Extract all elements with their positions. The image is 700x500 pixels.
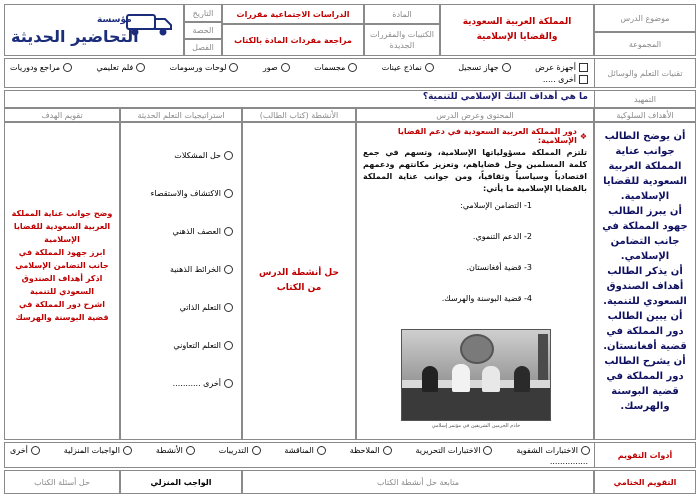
- photo-flag: [538, 334, 548, 380]
- strategy-label: العصف الذهني: [172, 227, 221, 236]
- radio-icon[interactable]: [229, 63, 238, 72]
- strategy-label: التعلم التعاوني: [173, 341, 221, 350]
- radio-icon[interactable]: [483, 446, 492, 455]
- radio-icon[interactable]: [317, 446, 326, 455]
- lesson-title-line1: المملكة العربية السعودية: [462, 17, 572, 27]
- photo-person: [514, 366, 530, 392]
- col-strategies: استراتيجيات التعلم الحديثة: [120, 108, 242, 122]
- evaluation-item: اذكر أهداف الصندوق السعودي للتنمية: [21, 274, 103, 296]
- radio-icon[interactable]: [136, 63, 145, 72]
- radio-icon[interactable]: [581, 446, 590, 455]
- tool-label: أجهزة عرض: [535, 62, 576, 72]
- assessment-option-label: أخرى: [10, 445, 28, 455]
- radio-icon[interactable]: [224, 151, 233, 160]
- tool-label: فلم تعليمي: [96, 62, 134, 72]
- group-label: المجموعة: [594, 32, 696, 56]
- radio-icon[interactable]: [252, 446, 261, 455]
- photo-person: [422, 366, 438, 392]
- tool-references[interactable]: [10, 61, 72, 73]
- content-heading: [363, 127, 587, 145]
- assessment-discussion[interactable]: [284, 444, 325, 456]
- period-label: الحصة: [184, 22, 222, 39]
- radio-icon[interactable]: [186, 446, 195, 455]
- strategy-label: حل المشكلات: [174, 151, 221, 160]
- radio-icon[interactable]: [31, 446, 40, 455]
- tool-boards[interactable]: [170, 61, 239, 73]
- radio-icon[interactable]: [224, 303, 233, 312]
- intro-label: التمهيد: [594, 90, 696, 108]
- date-label: التاريخ: [184, 4, 222, 22]
- review-text: مراجعة مفردات المادة بالكتاب: [222, 24, 364, 56]
- logo: [4, 4, 184, 56]
- objective-item: أن يشرح الطالب دور المملكة في قضية البوسنة والهرسك.: [604, 356, 686, 412]
- diamond-icon: ❖: [579, 131, 587, 141]
- tool-label: مجسمات: [314, 62, 346, 72]
- material-label: المادة: [364, 4, 440, 24]
- col-objectives: الأهداف السلوكية: [594, 108, 696, 122]
- photo-emblem: [460, 334, 494, 364]
- list-text: 2- الدعم التنموي.: [472, 232, 532, 241]
- assessment-written[interactable]: [415, 444, 492, 456]
- tools-label: تقنيات التعلم والوسائل: [594, 58, 696, 88]
- tool-samples[interactable]: [382, 61, 434, 73]
- col-content: المحتوى وعرض الدرس: [356, 108, 594, 122]
- radio-icon[interactable]: [425, 63, 434, 72]
- tool-pictures[interactable]: [263, 61, 290, 73]
- content-cell: [356, 122, 594, 440]
- assessment-option-label: الأنشطة: [155, 445, 183, 455]
- follow-text: متابعة حل أنشطة الكتاب: [242, 470, 594, 494]
- evaluation-item: وضح جوانب عناية المملكة العربية السعودية للقضايا الإسلامية: [11, 209, 113, 244]
- conference-photo: [401, 329, 551, 421]
- intro-question: ما هي أهداف البنك الإسلامي للتنمية؟: [422, 92, 588, 102]
- course-title: الدراسات الاجتماعية مقررات: [222, 4, 364, 24]
- radio-icon[interactable]: [281, 63, 290, 72]
- col-evaluation: تقويم الهدف: [4, 108, 120, 122]
- tool-recorder[interactable]: [458, 61, 510, 73]
- photo-person: [452, 364, 470, 392]
- list-text: 3- قضية أفغانستان.: [466, 263, 532, 272]
- radio-icon[interactable]: [502, 63, 511, 72]
- lesson-title: [440, 4, 594, 56]
- photo-table: [402, 388, 551, 421]
- assessment-exercises[interactable]: [219, 444, 261, 456]
- assessment-activities[interactable]: [156, 444, 195, 456]
- content-list-item: [363, 201, 532, 210]
- list-text: 1- التضامن الإسلامي:: [460, 201, 532, 210]
- assessment-observation[interactable]: [350, 444, 392, 456]
- assessment-options: [10, 444, 590, 456]
- tool-label: لوحات ورسومات: [169, 62, 227, 72]
- radio-icon[interactable]: [224, 341, 233, 350]
- evaluation-cell: [4, 122, 120, 440]
- strategy-item[interactable]: [129, 151, 233, 160]
- assessment-label: أدوات التقويم: [594, 442, 696, 468]
- col-activities: الأنشطة (كتاب الطالب): [242, 108, 356, 122]
- tool-label: نماذج عينات: [381, 62, 422, 72]
- class-label: الفصل: [184, 39, 222, 56]
- strategy-item[interactable]: [129, 379, 233, 388]
- evaluation-item: ابرز جهود المملكة في جانب التضامن الإسلامي: [15, 248, 109, 270]
- strategies-cell: [120, 122, 242, 440]
- assessment-oral[interactable]: [516, 444, 590, 456]
- radio-icon[interactable]: [123, 446, 132, 455]
- tool-label: صور: [262, 62, 278, 72]
- strategy-label: التعلم الذاتي: [179, 303, 221, 312]
- books-label: الكتيبات والمقررات الجديدة: [364, 24, 440, 56]
- assessment-dots: ...............: [549, 457, 588, 466]
- assessment-option-label: المناقشة: [284, 445, 314, 455]
- evaluation-item: اشرح دور المملكة في قضية البوسنة والهرسك: [15, 300, 109, 322]
- tool-models[interactable]: [314, 61, 357, 73]
- strategy-item[interactable]: [129, 265, 233, 274]
- radio-icon[interactable]: [63, 63, 72, 72]
- tools-options: [10, 61, 588, 73]
- tool-projector[interactable]: [535, 61, 588, 73]
- content-heading-text: دور المملكة العربية السعودية في دعم القضايا الإسلامية:: [397, 127, 577, 145]
- strategy-label: أخرى ...........: [172, 379, 221, 388]
- logo-line1: مؤسسة: [97, 15, 132, 25]
- final-label: التقويم الختامي: [594, 470, 696, 494]
- checkbox-icon[interactable]: [579, 63, 588, 72]
- tool-film[interactable]: [96, 61, 145, 73]
- content-list-item: [363, 232, 532, 241]
- tool-label: أخرى .....: [542, 75, 576, 84]
- photo-caption: خادم الحرمين الشريفين في مؤتمر إسلامي: [431, 423, 521, 429]
- assessment-option-label: الاختبارات التحريرية: [415, 445, 481, 455]
- assessment-homework[interactable]: [64, 444, 132, 456]
- radio-icon[interactable]: [383, 446, 392, 455]
- tool-other[interactable]: [543, 75, 588, 84]
- list-text: 4- قضية البوسنة والهرسك.: [441, 294, 532, 303]
- homework-text: حل أسئلة الكتاب: [4, 470, 120, 494]
- radio-icon[interactable]: [348, 63, 357, 72]
- assessment-option-label: الاختبارات الشفوية: [516, 445, 578, 455]
- strategy-item[interactable]: [129, 189, 233, 198]
- content-paragraph: تلتزم المملكة مسؤولياتها الإسلامية، وتسهم في جمع كلمة المسلمين وحل قضاياهم، وتعزيز مكانتهم ودعمهم اقتصادياً وسياسياً وثقافياً، ومن جوانب عناية المملكة بالقضايا الإسلامية ما يأتي:: [363, 148, 587, 193]
- objectives-text: [600, 129, 690, 414]
- assessment-option-label: التدريبات: [218, 445, 249, 455]
- activities-cell: [242, 122, 356, 440]
- strategy-label: الاكتشاف والاستقصاء: [150, 189, 221, 198]
- strategy-item[interactable]: [129, 227, 233, 236]
- tool-label: جهاز تسجيل: [458, 62, 499, 72]
- assessment-other[interactable]: [10, 444, 40, 456]
- strategy-label: الخرائط الذهنية: [169, 265, 221, 274]
- homework-label: الواجب المنزلي: [120, 470, 242, 494]
- objectives-cell: [594, 122, 696, 440]
- assessment-option-label: الواجبات المنزلية: [63, 445, 120, 455]
- radio-icon[interactable]: [224, 189, 233, 198]
- lesson-title-line2: والقضايا الإسلامية: [476, 32, 558, 42]
- objective-item: أن يوضح الطالب جوانب عناية المملكة العربية السعودية للقضايا الإسلامية.: [603, 131, 687, 202]
- objective-item: أن يبين الطالب دور المملكة في قضية أفغانستان.: [603, 311, 687, 352]
- radio-icon[interactable]: [224, 227, 233, 236]
- logo-line2: التحاضير الحديثة: [11, 27, 139, 46]
- activities-text: حل أنشطة الدرس من الكتاب: [259, 268, 339, 293]
- evaluation-text: [9, 207, 115, 324]
- intro-row: [4, 90, 696, 108]
- objective-item: أن يذكر الطالب أهداف الصندوق السعودي للتنمية.: [603, 266, 687, 307]
- photo-person: [482, 366, 500, 392]
- radio-icon[interactable]: [224, 379, 233, 388]
- tool-label: مراجع ودوريات: [10, 62, 61, 72]
- subject-label: موضوع الدرس: [594, 4, 696, 32]
- checkbox-icon[interactable]: [579, 75, 588, 84]
- content-list: [363, 201, 532, 303]
- content-list-item: [363, 294, 532, 303]
- strategy-item[interactable]: [129, 341, 233, 350]
- radio-icon[interactable]: [224, 265, 233, 274]
- objective-item: أن يبرز الطالب جهود المملكة في جانب التضامن الإسلامي.: [602, 206, 688, 262]
- assessment-option-label: الملاحظة: [349, 445, 380, 455]
- content-list-item: [363, 263, 532, 272]
- strategy-item[interactable]: [129, 303, 233, 312]
